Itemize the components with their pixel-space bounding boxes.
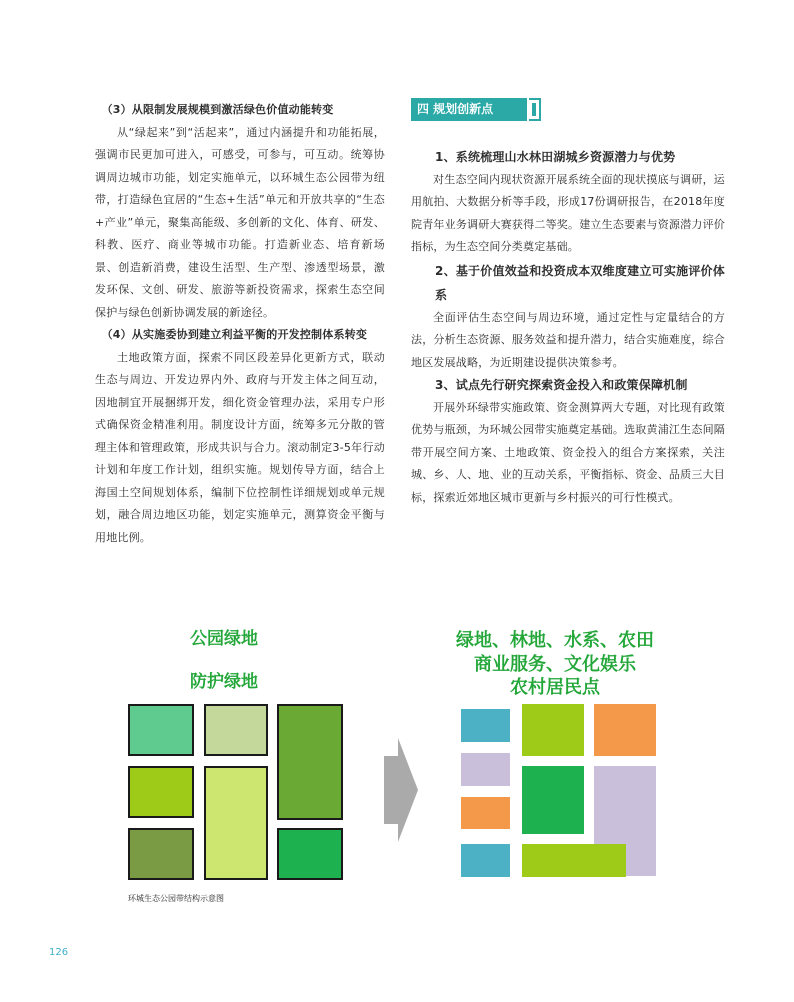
innovation-paragraph-2: 全面评估生态空间与周边环境，通过定性与定量结合的方法，分析生态资源、服务效益和提升潜力，结合实施难度，综合地区发展战略，为近期建设提供决策参考。: [411, 310, 725, 369]
figure-left-title-park: 公园绿地: [190, 629, 258, 649]
innovation-paragraph-1: 对生态空间内现状资源开展系统全面的现状摸底与调研，运用航拍、大数据分析等手段，形成17份调研报告，在2018年度院青年业务调研大赛获得二等奖。建立生态要素与资源潜力评价指标，为生态空间分类奠定基础。: [411, 172, 725, 253]
right-block-teal-bottom: [461, 844, 510, 877]
right-column: [411, 146, 725, 509]
right-block-orange-small: [461, 797, 510, 829]
section-header-label: 四 规划创新点: [417, 102, 494, 116]
figure-right-title-1: 绿地、林地、水系、农田: [456, 630, 654, 651]
figure-right-title-3: 农村居民点: [510, 677, 600, 698]
innovation-heading-3: 3、试点先行研究探索资金投入和政策保障机制: [435, 378, 688, 392]
right-block-teal-top: [461, 709, 510, 742]
left-block-light-lime: [204, 766, 268, 880]
left-block-mint: [128, 704, 194, 756]
left-block-bright-green: [277, 828, 343, 880]
innovation-heading-2: 2、基于价值效益和投资成本双维度建立可实施评价体系: [435, 263, 725, 302]
page-number: 126: [49, 947, 69, 958]
figure-right-title-2: 商业服务、文化娱乐: [474, 654, 636, 675]
heading-3: （3）从限制发展规模到激活绿色价值动能转变: [101, 103, 334, 116]
paragraph-3: 从“绿起来”到“活起来”，通过内涵提升和功能拓展，强调市民更加可进入，可感受，可参与，可互动。统筹协调周边城市功能，划定实施单元，以环城生态公园带为纽带，打造绿色宜居的“生态+生活”单元和开放共享的“生态+产业”单元，聚集高能级、多创新的文化、体育、研发、科教、医疗、商业等城市功能。打造新业态、培育新场景、创造新消费，建设生活型、生产型、渗透型场景，激发环保、文创、研发、旅游等新投资需求，探索生态空间保护与绿色创新协调发展的新途径。: [95, 125, 385, 319]
figure-caption: 环城生态公园带结构示意图: [128, 894, 224, 903]
right-block-lavender-small: [461, 753, 510, 786]
left-block-lime: [128, 766, 194, 818]
right-block-orange-top: [594, 704, 656, 756]
left-block-olive-green: [277, 704, 343, 820]
section-header-tab-decoration: [529, 98, 541, 121]
innovation-paragraph-3: 开展外环绿带实施政策、资金测算两大专题，对比现有政策优势与瓶颈，为环城公园带实施奠定基础。选取黄浦江生态间隔带开展空间方案、土地政策、资金投入的组合方案探索，关注城、乡、人、地、业的互动关系，平衡指标、资金、品质三大目标，探索近郊地区城市更新与乡村振兴的可行性模式。: [411, 400, 725, 504]
left-block-pale-sage: [204, 704, 268, 756]
figure-left-title-protective: 防护绿地: [190, 672, 258, 692]
heading-4: （4）从实施委协到建立利益平衡的开发控制体系转变: [101, 328, 368, 341]
innovation-heading-1: 1、系统梳理山水林田湖城乡资源潜力与优势: [435, 150, 676, 164]
right-block-lime-top: [522, 704, 584, 756]
left-block-dark-olive: [128, 828, 194, 880]
right-block-lime-bottom: [522, 844, 626, 877]
section-header: [411, 98, 527, 121]
paragraph-4: 土地政策方面，探索不同区段差异化更新方式，联动生态与周边、开发边界内外、政府与开发主体之间互动，因地制宜开展捆绑开发，细化资金管理办法，采用专户形式确保资金精准利用。制度设计方面，统筹多元分散的管理主体和管理政策，形成共识与合力。滚动制定3-5年行动计划和年度工作计划，组织实施。规划传导方面，结合上海国土空间规划体系，编制下位控制性详细规划或单元规划，融合周边地区功能，划定实施单元，测算资金平衡与用地比例。: [95, 350, 385, 544]
right-arrow-icon: [384, 738, 418, 842]
right-block-green-center: [522, 766, 584, 834]
left-column: [95, 99, 385, 549]
